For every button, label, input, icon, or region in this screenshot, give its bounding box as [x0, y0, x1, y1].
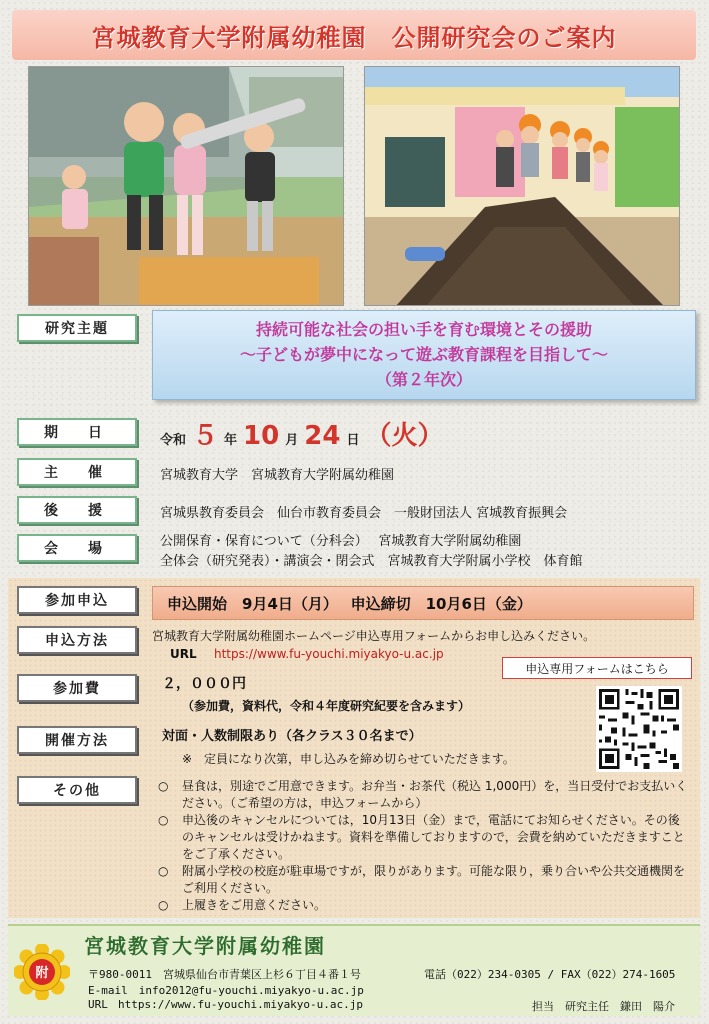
date-era: 令和 [160, 433, 187, 448]
list-bullet: ○ [158, 898, 169, 912]
date-year: ５ [192, 421, 219, 451]
date-month-unit: 月 [285, 433, 299, 448]
list-item [158, 778, 690, 812]
list-item-text: 申込後のキャンセルについては，10月13日（金）まで，電話にてお知らせください。その後のキャンセルは受けかねます。資料を準備しておりますので，会費を納めていただきますことをご了承ください。 [182, 813, 685, 861]
title-banner [12, 10, 696, 60]
fee-note: （参加費，資料代，令和４年度研究紀要を含みます） [182, 699, 471, 713]
venue-text [160, 532, 583, 572]
list-item-text: 昼食は，別途でご用意できます。お弁当・お茶代（税込 1,000円）を，当日受付でお支払いください。（ご希望の方は，申込フォームから） [182, 779, 688, 810]
label-method: 申込方法 [17, 626, 137, 654]
list-bullet: ○ [158, 864, 169, 878]
label-apply: 参加申込 [17, 586, 137, 614]
page-title: 宮城教育大学附属幼稚園 公開研究会のご案内 [91, 23, 617, 52]
list-item [158, 897, 690, 914]
format-note: ※ 定員になり次第，申し込みを締め切らせていただきます。 [182, 752, 515, 766]
format-main: 対面・人数制限あり（各クラス３０名まで） [162, 729, 422, 744]
label-venue: 会 場 [17, 534, 137, 562]
footer-phone: 電話（022）234-0305 / FAX（022）274-1605 [424, 968, 676, 981]
list-item-text: 附属小学校の校庭が駐車場ですが，限りがあります。可能な限り，乗り合いや公共交通機関をご利用ください。 [182, 864, 686, 895]
venue-line-2: 全体会（研究発表）・講演会・閉会式 宮城教育大学附属小学校 体育館 [160, 554, 583, 569]
method-url-link[interactable]: https://www.fu-youchi.miyakyo-u.ac.jp [214, 647, 444, 661]
photo-children-playing [28, 66, 344, 306]
theme-line-1: 持続可能な社会の担い手を育む環境とその援助 [255, 320, 592, 339]
footer-url-link[interactable]: https://www.fu-youchi.miyakyo-u.ac.jp [118, 998, 364, 1011]
logo-text: 附 [35, 966, 49, 981]
application-form-button[interactable]: 申込専用フォームはこちら [502, 657, 692, 679]
date-day-unit: 日 [346, 433, 360, 448]
theme-line-3: （第２年次） [375, 370, 472, 389]
support-text: 宮城県教育委員会 仙台市教育委員会 一般財団法人 宮城教育振興会 [160, 506, 568, 521]
qr-code[interactable] [596, 686, 682, 772]
date-day: 24 [304, 421, 341, 451]
date-month: 10 [243, 421, 280, 451]
photo-children-dirt-mound [364, 66, 680, 306]
label-fee: 参加費 [17, 674, 137, 702]
research-theme-box [152, 310, 696, 400]
list-item [158, 863, 690, 897]
list-bullet: ○ [158, 813, 169, 827]
label-support: 後 援 [17, 496, 137, 524]
method-url-label: URL [170, 647, 197, 661]
label-host: 主 催 [17, 458, 137, 486]
footer-url-label: URL [88, 998, 108, 1011]
apply-period: 申込開始 9月4日（月） 申込締切 10月6日（金） [152, 586, 694, 620]
footer-address: 〒980-0011 宮城県仙台市青葉区上杉６丁目４番１号 [88, 968, 361, 981]
other-notes-list [158, 778, 690, 914]
kindergarten-logo-icon [14, 944, 70, 1000]
label-other: その他 [17, 776, 137, 804]
fee-amount: ２，０００円 [162, 676, 246, 692]
footer-contact: 担当 研究主任 鎌田 陽介 [532, 1000, 675, 1013]
list-bullet: ○ [158, 779, 169, 793]
label-format: 開催方法 [17, 726, 137, 754]
label-date: 期 日 [17, 418, 137, 446]
date-weekday: （火） [365, 421, 444, 451]
label-research-theme: 研究主題 [17, 314, 137, 342]
footer-school-name: 宮城教育大学附属幼稚園 [84, 934, 326, 958]
footer-email[interactable]: E-mail info2012@fu-youchi.miyakyo-u.ac.jp [88, 984, 364, 997]
list-item [158, 812, 690, 863]
list-item-text: 上履きをご用意ください。 [182, 898, 327, 912]
date-year-unit: 年 [224, 433, 238, 448]
method-text: 宮城教育大学附属幼稚園ホームページ申込専用フォームからお申し込みください。 [152, 629, 596, 643]
theme-line-2: ～子どもが夢中になって遊ぶ教育課程を目指して～ [239, 345, 608, 364]
host-text: 宮城教育大学 宮城教育大学附属幼稚園 [160, 468, 395, 483]
venue-line-1: 公開保育・保育について（分科会） 宮城教育大学附属幼稚園 [160, 534, 522, 549]
event-date [160, 415, 443, 451]
